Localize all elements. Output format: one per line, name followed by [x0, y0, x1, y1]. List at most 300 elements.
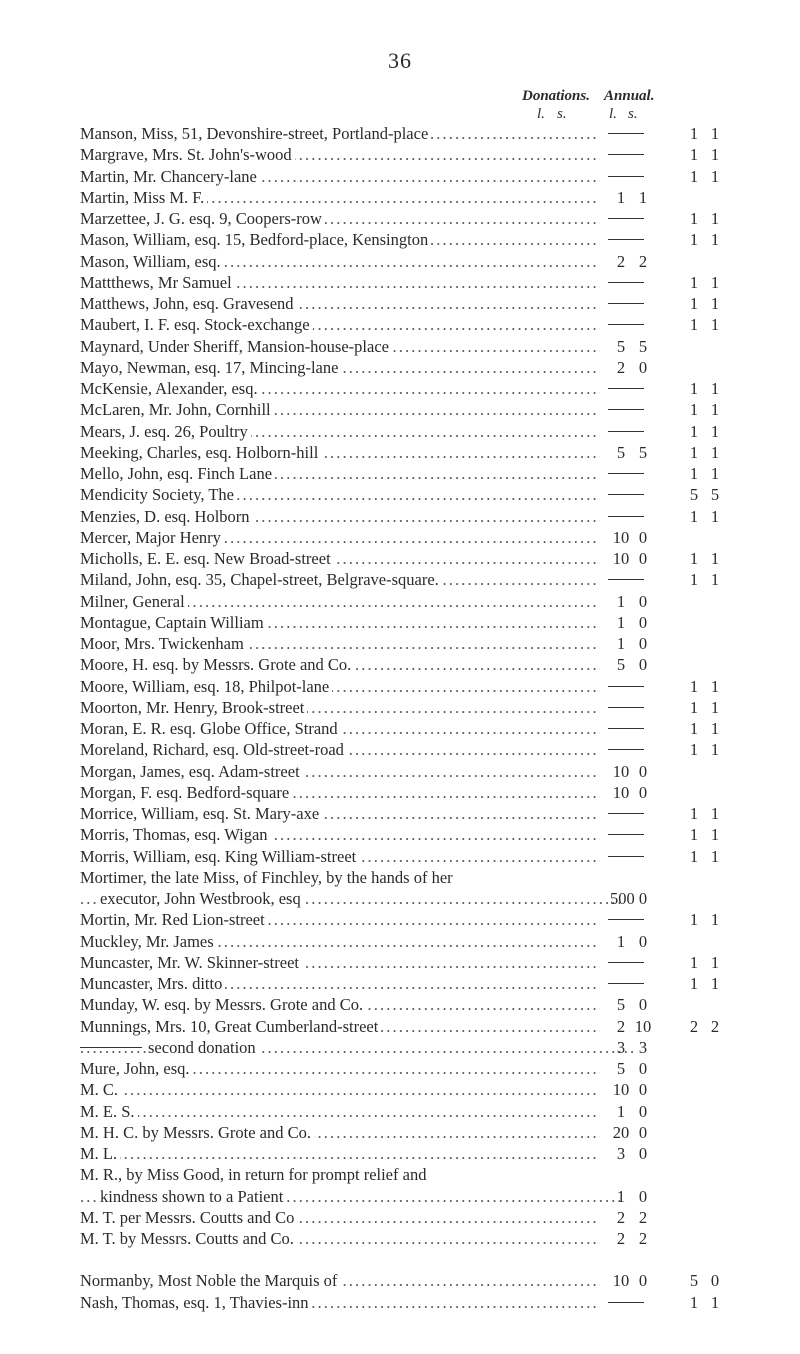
donation-pounds: 2 — [616, 357, 626, 377]
annual-shillings: 1 — [710, 230, 720, 250]
list-item — [80, 1270, 730, 1291]
donation-shillings: 0 — [638, 612, 648, 632]
list-item — [80, 187, 730, 208]
subscriber-name-text: Montague, Captain William — [80, 613, 267, 632]
donation-blank-rule — [608, 409, 644, 410]
annual-pounds: 1 — [689, 124, 699, 143]
annual-shillings: 1 — [710, 166, 720, 186]
list-item — [80, 1037, 730, 1058]
list-item — [80, 208, 730, 229]
subscriber-name-text: Mayo, Newman, esq. 17, Mincing-lane — [80, 358, 341, 377]
donation-pounds: 3 — [616, 1037, 626, 1057]
annual-shillings: 1 — [710, 676, 720, 696]
donation-pounds: 1 — [616, 1101, 626, 1121]
annual-pounds: 1 — [689, 166, 699, 186]
subscriber-name-text: M. L. — [80, 1144, 120, 1163]
subscriber-name — [80, 1143, 600, 1164]
subscriber-name — [80, 1058, 600, 1079]
list-item — [80, 1122, 730, 1143]
annual-shillings: 1 — [710, 315, 720, 335]
list-item — [80, 1186, 730, 1207]
donation-pounds: 10 — [612, 527, 630, 547]
annual-shillings: 1 — [710, 294, 720, 313]
annual-header: Annual. — [604, 88, 655, 104]
annual-pounds: 1 — [689, 230, 699, 250]
annual-shillings: 1 — [710, 952, 720, 972]
annual-shillings: 1 — [710, 464, 720, 483]
subscriber-name — [80, 506, 600, 527]
list-item — [80, 782, 730, 803]
list-item — [80, 378, 730, 399]
list-item — [80, 1164, 730, 1185]
donation-shillings: 0 — [638, 1080, 648, 1100]
subscriber-name-text: Mattthews, Mr Samuel — [80, 273, 235, 292]
subscriber-name — [80, 463, 600, 484]
subscriber-name-text: Muncaster, Mr. W. Skinner-street — [80, 953, 302, 972]
donation-shillings: 0 — [638, 782, 648, 802]
donation-blank-rule — [608, 728, 644, 729]
donation-blank-rule — [608, 707, 644, 708]
annual-pounds: 1 — [689, 570, 699, 590]
annual-shillings: 2 — [710, 1016, 720, 1036]
donation-blank-rule — [608, 579, 644, 580]
list-item — [80, 463, 730, 484]
list-item — [80, 229, 730, 250]
list-item — [80, 633, 730, 654]
donation-pounds: 5 — [616, 336, 626, 356]
donation-blank-rule — [608, 494, 644, 495]
annual-shillings-header: s. — [628, 106, 638, 122]
subscriber-name-text: Morgan, F. esq. Bedford-square — [80, 783, 292, 802]
list-item — [80, 1207, 730, 1228]
annual-shillings: 1 — [710, 974, 720, 993]
annual-shillings: 1 — [710, 719, 720, 738]
subscriber-name — [80, 1016, 600, 1037]
annual-pounds: 1 — [689, 315, 699, 335]
donation-pounds: 1 — [616, 1186, 626, 1206]
donation-pounds: 20 — [612, 1122, 630, 1142]
subscriber-name — [80, 399, 600, 420]
subscriber-name-text: Moor, Mrs. Twickenham — [80, 634, 247, 653]
donation-shillings: 3 — [638, 1037, 648, 1057]
annual-pounds: 1 — [689, 442, 699, 462]
list-item — [80, 314, 730, 335]
annual-shillings: 1 — [710, 570, 720, 590]
donation-shillings: 5 — [638, 336, 648, 356]
subscriber-name-text: Mortin, Mr. Red Lion-street — [80, 910, 268, 929]
subscriber-name-text: M. T. by Messrs. Coutts and Co. — [80, 1229, 297, 1248]
subscriber-name-text: Mello, John, esq. Finch Lane — [80, 464, 275, 483]
subscriber-name — [80, 527, 600, 548]
list-item — [80, 399, 730, 420]
donation-blank-rule — [608, 388, 644, 389]
donation-shillings: 0 — [638, 1059, 648, 1078]
subscriber-name — [80, 952, 600, 973]
list-item — [80, 1143, 730, 1164]
subscriber-name — [80, 867, 600, 888]
list-item — [80, 1058, 730, 1079]
donation-pounds: 1 — [616, 187, 626, 207]
donation-pounds: 3 — [616, 1144, 626, 1163]
subscriber-name-text: M. E. S. — [80, 1102, 138, 1121]
ditto-rule — [80, 1047, 142, 1048]
donation-shillings: 0 — [638, 357, 648, 377]
subscriber-name — [80, 846, 600, 867]
list-item — [80, 612, 730, 633]
subscriber-name — [80, 421, 600, 442]
subscriber-name-text: Matthews, John, esq. Gravesend — [80, 294, 297, 313]
subscriber-name-text: Moreland, Richard, esq. Old-street-road — [80, 740, 347, 759]
annual-shillings: 1 — [710, 400, 720, 420]
subscriber-name — [80, 1122, 600, 1143]
subscriber-name-text: Munnings, Mrs. 10, Great Cumberland-street — [80, 1017, 381, 1036]
annual-shillings: 5 — [710, 485, 720, 505]
donation-shillings: 0 — [638, 889, 648, 908]
donation-pounds: 10 — [612, 782, 630, 802]
list-item — [80, 272, 730, 293]
subscriber-name-text: Manson, Miss, 51, Devonshire-street, Portland-place — [80, 124, 431, 143]
subscriber-name — [80, 229, 600, 250]
annual-shillings: 1 — [710, 1292, 720, 1312]
subscriber-name-text: Moorton, Mr. Henry, Brook-street — [80, 698, 307, 717]
subscriber-name-text: Mure, John, esq. — [80, 1059, 193, 1078]
annual-pounds: 1 — [689, 145, 699, 165]
subscriber-name-text: Micholls, E. E. esq. New Broad-street — [80, 549, 334, 568]
donation-shillings: 0 — [638, 655, 648, 675]
annual-pounds: 1 — [689, 272, 699, 292]
list-item — [80, 336, 730, 357]
list-item — [80, 973, 730, 994]
donation-pounds: 5 — [616, 442, 626, 462]
annual-pounds: 1 — [689, 421, 699, 441]
subscriber-name-text: Maubert, I. F. esq. Stock-exchange — [80, 315, 313, 334]
list-item — [80, 1101, 730, 1122]
list-item — [80, 251, 730, 272]
donation-blank-rule — [608, 813, 644, 814]
donation-pounds: 10 — [612, 1271, 630, 1291]
subscriber-name-text: Muckley, Mr. James — [80, 932, 217, 951]
subscriber-name — [80, 251, 600, 272]
list-item — [80, 867, 730, 888]
annual-pounds: 1 — [689, 549, 699, 568]
donation-blank-rule — [608, 176, 644, 177]
annual-shillings: 1 — [710, 145, 720, 165]
donation-shillings: 0 — [638, 995, 648, 1015]
subscriber-name — [80, 166, 600, 187]
subscriber-name — [80, 293, 600, 314]
annual-pounds: 1 — [689, 910, 699, 930]
list-item — [80, 1228, 730, 1249]
subscriber-name — [80, 718, 600, 739]
donation-shillings: 0 — [638, 634, 648, 653]
annual-pounds: 1 — [689, 825, 699, 845]
donation-pounds: 2 — [616, 1229, 626, 1248]
annual-shillings: 1 — [710, 846, 720, 866]
subscriber-name-text: McLaren, Mr. John, Cornhill — [80, 400, 274, 419]
subscriber-name — [80, 803, 600, 824]
subscriber-name-text: Normanby, Most Noble the Marquis of — [80, 1271, 340, 1290]
subscriber-name-text: Meeking, Charles, esq. Holborn-hill — [80, 443, 321, 462]
donation-shillings: 0 — [638, 761, 648, 781]
donation-shillings: 0 — [638, 1271, 648, 1291]
subscriber-name-text: kindness shown to a Patient — [100, 1187, 286, 1206]
list-item — [80, 1292, 730, 1313]
list-item — [80, 527, 730, 548]
list-item — [80, 931, 730, 952]
donation-pounds: 2 — [616, 251, 626, 271]
subscriber-name — [80, 1207, 600, 1228]
donation-shillings: 0 — [638, 527, 648, 547]
subscriber-name — [80, 187, 600, 208]
donation-pounds: 2 — [616, 1016, 626, 1036]
annual-shillings: 1 — [710, 421, 720, 441]
subscriber-name-text: M. C. — [80, 1080, 121, 1099]
annual-pounds: 1 — [689, 740, 699, 760]
annual-pounds: 1 — [689, 1292, 699, 1312]
donation-pounds: 10 — [612, 549, 630, 568]
annual-pounds: 1 — [689, 974, 699, 993]
list-item — [80, 718, 730, 739]
subscriber-name — [80, 1101, 600, 1122]
annual-pounds: 1 — [689, 697, 699, 717]
list-item — [80, 803, 730, 824]
subscriber-name — [80, 1186, 620, 1207]
subscriber-name — [80, 357, 600, 378]
subscriber-name — [80, 442, 600, 463]
subscriber-name — [80, 697, 600, 718]
subscriber-name-text: Mason, William, esq. 15, Bedford-place, Kensington — [80, 230, 431, 249]
subscriber-name — [80, 782, 600, 803]
subscriber-name-text: Moore, H. esq. by Messrs. Grote and Co. — [80, 655, 354, 674]
subscriber-name-text: Menzies, D. esq. Holborn — [80, 507, 253, 526]
subscriber-name — [80, 378, 600, 399]
list-item — [80, 357, 730, 378]
page-number: 36 — [388, 48, 412, 73]
list-item — [80, 676, 730, 697]
subscriber-name-text: Muncaster, Mrs. ditto — [80, 974, 225, 993]
donation-pounds: 10 — [612, 1080, 630, 1100]
subscriber-name-text: Mears, J. esq. 26, Poultry — [80, 422, 251, 441]
donation-pounds: 500 — [610, 889, 635, 908]
subscriber-name-text: Nash, Thomas, esq. 1, Thavies-inn — [80, 1293, 312, 1312]
subscriber-name-text: Munday, W. esq. by Messrs. Grote and Co. — [80, 995, 366, 1014]
donation-blank-rule — [608, 303, 644, 304]
donation-pounds: 5 — [616, 1059, 626, 1078]
list-item — [80, 824, 730, 845]
donation-blank-rule — [608, 919, 644, 920]
subscriber-name-text: Maynard, Under Sheriff, Mansion-house-place — [80, 337, 392, 356]
donation-blank-rule — [608, 749, 644, 750]
subscriber-name-text: Mortimer, the late Miss, of Finchley, by the hands of her — [80, 868, 456, 887]
list-item — [80, 739, 730, 760]
subscriber-name — [80, 739, 600, 760]
donation-shillings: 0 — [638, 1101, 648, 1121]
subscriber-name-text: Marzettee, J. G. esq. 9, Coopers-row — [80, 209, 325, 228]
list-item — [80, 123, 730, 144]
list-item — [80, 909, 730, 930]
subscriber-name — [80, 1270, 600, 1291]
donation-pounds: 10 — [612, 761, 630, 781]
donation-blank-rule — [608, 282, 644, 283]
subscriber-name-text: Moran, E. R. esq. Globe Office, Strand — [80, 719, 341, 738]
annual-pounds: 1 — [689, 209, 699, 228]
subscriber-name — [80, 973, 600, 994]
donation-pounds: 1 — [616, 591, 626, 611]
annual-shillings: 1 — [710, 825, 720, 845]
list-item — [80, 166, 730, 187]
subscriber-name — [80, 633, 600, 654]
subscriber-name-text: Miland, John, esq. 35, Chapel-street, Belgrave-square. — [80, 570, 442, 589]
annual-shillings: 1 — [710, 549, 720, 568]
list-item — [80, 761, 730, 782]
subscriber-name — [80, 1292, 600, 1313]
annual-pounds: 1 — [689, 952, 699, 972]
annual-shillings: 1 — [710, 804, 720, 823]
subscriber-name — [80, 612, 600, 633]
donation-pounds: 5 — [616, 655, 626, 675]
subscriber-name-text: Morris, Thomas, esq. Wigan — [80, 825, 271, 844]
subscriber-name — [80, 824, 600, 845]
donation-shillings: 0 — [638, 591, 648, 611]
donation-blank-rule — [608, 856, 644, 857]
annual-pounds: 1 — [689, 846, 699, 866]
donation-shillings: 1 — [638, 187, 648, 207]
donation-shillings: 2 — [638, 1207, 648, 1227]
subscriber-name-text: second donation — [148, 1038, 259, 1057]
annual-pounds: 5 — [689, 1271, 699, 1291]
donation-blank-rule — [608, 962, 644, 963]
subscriber-name — [80, 994, 600, 1015]
subscriber-name-text: Morrice, William, esq. St. Mary-axe — [80, 804, 322, 823]
subscriber-name-text: McKensie, Alexander, esq. — [80, 379, 261, 398]
subscriber-name — [80, 909, 600, 930]
list-item — [80, 697, 730, 718]
annual-pounds: 5 — [689, 485, 699, 505]
donation-blank-rule — [608, 431, 644, 432]
subscriber-name — [80, 591, 600, 612]
donation-blank-rule — [608, 239, 644, 240]
subscriber-name — [80, 314, 600, 335]
annual-pounds: 1 — [689, 464, 699, 483]
annual-pounds: 2 — [689, 1016, 699, 1036]
donation-blank-rule — [608, 324, 644, 325]
list-item — [80, 952, 730, 973]
donation-shillings: 0 — [638, 1144, 648, 1163]
donation-shillings: 0 — [638, 1122, 648, 1142]
donation-blank-rule — [608, 983, 644, 984]
donation-blank-rule — [608, 686, 644, 687]
subscriber-name — [80, 1079, 600, 1100]
annual-shillings: 1 — [710, 442, 720, 462]
donation-pounds: 2 — [616, 1207, 626, 1227]
donation-shillings: 5 — [638, 442, 648, 462]
annual-pounds: 1 — [689, 400, 699, 420]
donation-shillings: 10 — [634, 1016, 652, 1036]
subscriber-name-text: Margrave, Mrs. St. John's-wood — [80, 145, 295, 164]
list-item — [80, 442, 730, 463]
subscriber-name — [80, 1164, 600, 1185]
donation-shillings: 0 — [638, 1186, 648, 1206]
list-item — [80, 888, 730, 909]
donation-pounds: 5 — [616, 995, 626, 1015]
list-item — [80, 994, 730, 1015]
subscriber-name — [80, 123, 600, 144]
subscriber-name — [80, 761, 600, 782]
subscriber-name-text: M. H. C. by Messrs. Grote and Co. — [80, 1123, 314, 1142]
subscriber-name — [80, 272, 600, 293]
subscriber-name — [80, 888, 620, 909]
subscriber-name — [80, 569, 600, 590]
annual-pounds: 1 — [689, 676, 699, 696]
annual-shillings: 1 — [710, 272, 720, 292]
list-item — [80, 144, 730, 165]
subscriber-name — [80, 208, 600, 229]
donations-pounds-header: l. — [537, 106, 545, 122]
list-item — [80, 548, 730, 569]
annual-pounds: 1 — [689, 804, 699, 823]
subscriber-name-text: Mendicity Society, The — [80, 485, 237, 504]
subscriber-name-text: Moore, William, esq. 18, Philpot-lane — [80, 677, 332, 696]
annual-pounds: 1 — [689, 294, 699, 313]
annual-shillings: 1 — [710, 379, 720, 398]
donation-blank-rule — [608, 1302, 644, 1303]
list-item — [80, 569, 730, 590]
donations-shillings-header: s. — [557, 106, 567, 122]
list-item — [80, 506, 730, 527]
subscriber-list — [80, 123, 730, 1313]
donation-blank-rule — [608, 516, 644, 517]
donation-shillings: 2 — [638, 251, 648, 271]
subscriber-name-text: executor, John Westbrook, esq — [100, 889, 304, 908]
subscriber-name — [80, 676, 600, 697]
donation-blank-rule — [608, 473, 644, 474]
list-item — [80, 1079, 730, 1100]
annual-shillings: 1 — [710, 697, 720, 717]
donation-shillings: 2 — [638, 1229, 648, 1248]
list-item — [80, 293, 730, 314]
list-item — [80, 846, 730, 867]
subscriber-name-text: Morgan, James, esq. Adam-street — [80, 762, 303, 781]
list-item — [80, 591, 730, 612]
donation-shillings: 0 — [638, 549, 648, 568]
annual-shillings: 1 — [710, 124, 720, 143]
annual-pounds: 1 — [689, 379, 699, 398]
subscriber-name — [80, 654, 600, 675]
annual-shillings: 0 — [710, 1271, 720, 1291]
list-item — [80, 1016, 730, 1037]
donation-pounds: 1 — [616, 612, 626, 632]
annual-shillings: 1 — [710, 209, 720, 228]
subscriber-name-text: Martin, Miss M. F. — [80, 188, 207, 207]
subscriber-name — [80, 931, 600, 952]
annual-shillings: 1 — [710, 506, 720, 526]
subscriber-name — [80, 548, 600, 569]
annual-shillings: 1 — [710, 910, 720, 930]
subscriber-name-text: Mercer, Major Henry — [80, 528, 224, 547]
donation-blank-rule — [608, 218, 644, 219]
subscriber-name-text: Martin, Mr. Chancery-lane — [80, 167, 260, 186]
annual-pounds: 1 — [689, 506, 699, 526]
donation-pounds: 1 — [616, 931, 626, 951]
list-item — [80, 421, 730, 442]
subscriber-name — [80, 484, 600, 505]
subscriber-name-text: M. R., by Miss Good, in return for prompt relief and — [80, 1165, 429, 1184]
annual-pounds: 1 — [689, 719, 699, 738]
donation-pounds: 1 — [616, 634, 626, 653]
annual-pounds-header: l. — [609, 106, 617, 122]
list-item — [80, 654, 730, 675]
subscriber-name-text: Morris, William, esq. King William-street — [80, 847, 359, 866]
